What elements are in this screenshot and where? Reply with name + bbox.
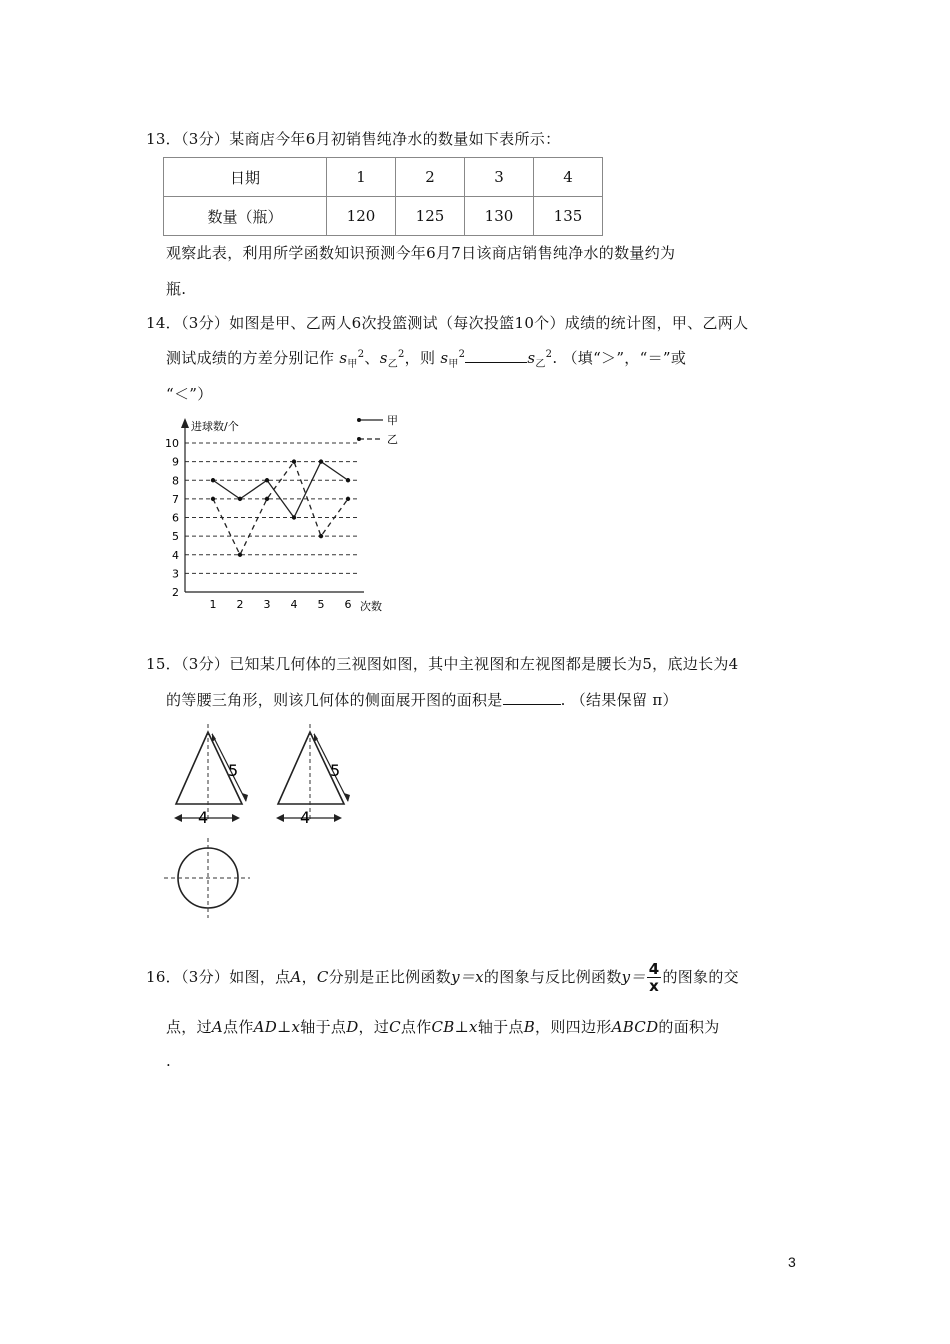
sup-2: 2 [398,349,405,360]
fraction-denominator: x [649,977,660,995]
perp-x: ⊥x [454,1018,478,1036]
legend-label: 乙 [387,433,398,446]
x-tick-label: 1 [209,598,217,611]
data-point [265,497,269,501]
table-cell: 135 [534,197,603,236]
fraction-4-over-x [647,962,662,994]
three-view-drawing [160,720,380,920]
q15-text-2 [166,689,678,710]
point-D: D [346,1018,359,1036]
data-point [211,478,215,482]
y-axis-arrow [181,418,189,428]
y-tick-label: 7 [172,492,179,506]
chart-axes [165,418,382,613]
q16-text-1c: 的图象与反比例函数 [483,968,622,986]
base-length-label: 4 [198,808,209,827]
sub-yi: 乙 [387,359,398,370]
y-tick-label: 9 [172,455,179,469]
x-tick-label: 3 [263,598,271,611]
point-C: C [389,1018,401,1036]
data-point [346,478,350,482]
table-cell: 数量（瓶） [164,197,327,236]
table-cell: 2 [396,158,465,197]
q16-text-2 [166,1016,720,1037]
q13-stem: 13．（3分）某商店今年6月初销售纯净水的数量如下表所示： [146,130,561,148]
q16-text-2g: ，则四边形 [535,1018,612,1036]
data-point [292,459,296,463]
equation-y-eq-x: y＝x [451,968,484,986]
fraction-numerator: 4 [648,960,660,978]
segment-CB: CB [431,1018,455,1036]
table-cell: 3 [465,158,534,197]
top-view [164,838,250,918]
chart-series [211,459,350,557]
legend-marker [357,418,361,422]
q16-text-1b: 分别是正比例函数 [328,968,452,986]
legend-label: 甲 [387,414,398,427]
var-s: s [527,349,536,367]
var-s: s [440,349,449,367]
x-tick-label: 4 [290,598,298,611]
q16-stem [146,962,739,994]
var-s: s [379,349,388,367]
sub-yi: 乙 [535,359,546,370]
q14-text-2a: 测试成绩的方差分别记作 [166,349,335,367]
answer-blank[interactable] [465,348,527,363]
data-point [265,478,269,482]
y-tick-label: 10 [165,437,179,450]
segment-AD: AD [253,1018,278,1036]
q16-text-2c: 轴于点 [300,1018,347,1036]
y-tick-label: 6 [172,511,179,525]
legend-marker [357,437,361,441]
table-cell: 120 [327,197,396,236]
y-axis-label: 进球数/个 [191,420,239,433]
data-point [346,497,350,501]
table-row [164,197,603,236]
y-tick-label: 3 [172,567,179,581]
then-text: ，则 [404,349,436,367]
q16-text-1d: 的图象的交 [662,968,739,986]
point-C: C [316,968,329,986]
answer-blank[interactable] [503,690,561,705]
quad-ABCD: ABCD [611,1018,659,1036]
q14-text-2 [166,347,686,370]
comma: ， [301,968,317,986]
q15-stem: 15．（3分）已知某几何体的三视图如图，其中主视图和左视图都是腰长为5，底边长为4 [146,655,739,673]
data-point [319,459,323,463]
q16-text-3: . [166,1052,172,1070]
q15-text-2a: 的等腰三角形，则该几何体的侧面展开图的面积是 [166,691,503,709]
sup-2: 2 [458,349,466,360]
q16-text-2h: 的面积为 [658,1018,720,1036]
side-view [276,724,350,827]
series-line [213,462,348,555]
q14-text-3: “＜”） [166,385,213,403]
sales-table [163,157,603,236]
q16-text-2a: 点，过 [166,1018,212,1036]
equation-y-eq: y＝ [621,968,646,986]
chart-grid [185,443,360,573]
sup-2: 2 [357,349,365,360]
q16-text-2e: 点作 [400,1018,432,1036]
q16-text-1a: 16．（3分）如图，点 [146,968,291,986]
q16-text-2b: 点作 [223,1018,254,1036]
y-tick-label: 8 [172,474,179,488]
sub-jia: 甲 [448,359,459,370]
q14-text-2-end: . （填“＞”，“＝”或 [552,349,687,367]
x-axis-label: 次数 [360,600,382,613]
x-tick-label: 6 [344,598,352,611]
series-line [213,462,348,518]
data-point [211,497,215,501]
page-number: 3 [788,1254,796,1270]
table-cell: 4 [534,158,603,197]
x-tick-label: 5 [317,598,325,611]
q13-text-2: 观察此表，利用所学函数知识预测今年6月7日该商店销售纯净水的数量约为 [166,244,676,262]
shooting-line-chart [155,410,398,620]
perp-x: ⊥x [277,1018,301,1036]
base-length-label: 4 [300,808,311,827]
y-tick-label: 2 [172,586,179,599]
q13-text-3: 瓶. [166,280,187,298]
sep: 、 [364,349,380,367]
point-B: B [523,1018,536,1036]
sub-jia: 甲 [347,359,358,370]
data-point [238,553,242,557]
q16-text-2d: ，过 [358,1018,390,1036]
q14-stem: 14．（3分）如图是甲、乙两人6次投篮测试（每次投篮10个）成绩的统计图，甲、乙两人 [146,314,749,332]
table-cell: 1 [327,158,396,197]
data-point [319,534,323,538]
side-length-label: 5 [228,761,239,780]
side-length-label: 5 [330,761,341,780]
sup-2: 2 [545,349,553,360]
y-tick-label: 5 [172,530,179,544]
table-cell: 125 [396,197,465,236]
var-s: s [339,349,348,367]
table-row [164,158,603,197]
table-cell: 130 [465,197,534,236]
point-A: A [211,1018,224,1036]
data-point [292,515,296,519]
y-tick-label: 4 [172,548,179,562]
table-cell: 日期 [164,158,327,197]
data-point [238,497,242,501]
chart-legend [357,414,398,446]
front-view [174,724,248,827]
q15-text-2b: . （结果保留 π） [560,691,678,709]
point-A: A [290,968,302,986]
x-tick-label: 2 [236,598,244,611]
q16-text-2f: 轴于点 [477,1018,524,1036]
